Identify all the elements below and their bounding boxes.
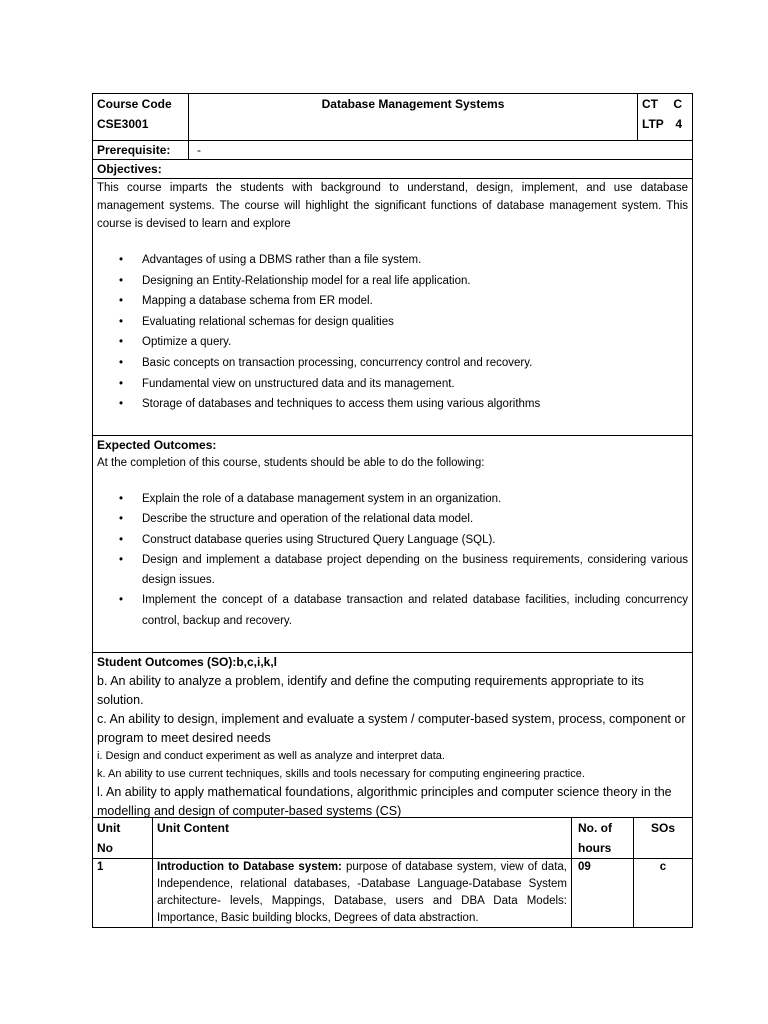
course-code-cell bbox=[93, 94, 189, 140]
unit-no: 1 bbox=[93, 859, 153, 927]
so-k: k. An ability to use current techniques, skills and tools necessary for computing engineering practice. bbox=[97, 767, 585, 780]
list-item: • Mapping a database schema from ER model. bbox=[97, 291, 688, 312]
list-item: • Design and implement a database project depending on the business requirements, considering various design issues. bbox=[97, 550, 688, 591]
prerequisite-label: Prerequisite: bbox=[93, 141, 189, 159]
list-item: • Implement the concept of a database transaction and related database facilities, including concurrency control, backup and recovery. bbox=[97, 590, 688, 631]
prerequisite-row bbox=[93, 141, 692, 160]
unit-content-text: purpose of database system, view of data, Independence, relational databases, -Database Language-Database System architecture- levels, Mappings, Database, users and DBA Data Models: Importance, Basic building blocks, Degrees of data abstraction. bbox=[157, 861, 567, 924]
expected-outcomes-intro: At the completion of this course, students should be able to do the following: bbox=[97, 457, 485, 469]
expected-outcomes-list bbox=[97, 489, 688, 631]
student-outcomes-heading: Student Outcomes (SO):b,c,i,k,l bbox=[97, 655, 278, 669]
objectives-heading: Objectives: bbox=[93, 160, 692, 179]
list-item: • Advantages of using a DBMS rather than a file system. bbox=[97, 250, 688, 271]
list-item: • Designing an Entity-Relationship model for a real life application. bbox=[97, 271, 688, 292]
sos-header: SOs bbox=[650, 821, 675, 835]
syllabus-table bbox=[92, 93, 693, 928]
course-header-row bbox=[93, 94, 692, 141]
expected-outcomes-section bbox=[93, 436, 692, 653]
unit-hours: 09 bbox=[572, 859, 634, 927]
unit-content-title: Introduction to Database system: bbox=[157, 861, 342, 873]
so-b: b. An ability to analyze a problem, identify and define the computing requirements appropriate to its solution. bbox=[97, 674, 644, 707]
ct-value: C bbox=[673, 97, 682, 111]
ltp-value: 4 bbox=[675, 117, 682, 131]
hours-header-line1: No. of bbox=[578, 821, 612, 835]
course-title: Database Management Systems bbox=[189, 94, 638, 140]
list-item: • Optimize a query. bbox=[97, 332, 688, 353]
so-l: l. An ability to apply mathematical foundations, algorithmic principles and computer science theory in the modelling and design of computer-based systems (CS) bbox=[97, 785, 672, 818]
list-item: • Explain the role of a database management system in an organization. bbox=[97, 489, 688, 509]
unit-content-header: Unit Content bbox=[153, 818, 572, 858]
so-c: c. An ability to design, implement and evaluate a system / computer-based system, process, component or program to meet desired needs bbox=[97, 712, 686, 745]
expected-outcomes-heading: Expected Outcomes: bbox=[97, 438, 217, 452]
unit-no-header bbox=[93, 818, 153, 858]
objectives-intro: This course imparts the students with background to understand, design, implement, and use database management systems. The course will highlight the significant functions of database management system. This course is devised to learn and explore bbox=[97, 182, 688, 230]
credit-cell bbox=[638, 94, 692, 140]
table-row bbox=[93, 859, 692, 927]
ct-label: CT bbox=[642, 97, 658, 111]
hours-header bbox=[572, 818, 634, 858]
prerequisite-value: - bbox=[197, 143, 201, 157]
list-item: • Basic concepts on transaction processing, concurrency control and recovery. bbox=[97, 353, 688, 374]
list-item: • Construct database queries using Structured Query Language (SQL). bbox=[97, 530, 688, 550]
unit-no-header-line1: Unit bbox=[97, 821, 121, 835]
hours-header-line2: hours bbox=[578, 841, 612, 855]
unit-content bbox=[153, 859, 572, 927]
course-code: CSE3001 bbox=[97, 117, 149, 131]
unit-sos: c bbox=[659, 861, 667, 873]
list-item: • Fundamental view on unstructured data and its management. bbox=[97, 374, 688, 395]
list-item: • Storage of databases and techniques to access them using various algorithms bbox=[97, 394, 688, 415]
unit-no-header-line2: No bbox=[97, 841, 113, 855]
ltp-label: LTP bbox=[642, 117, 664, 131]
objectives-list bbox=[97, 250, 688, 415]
course-code-label: Course Code bbox=[97, 97, 172, 111]
list-item: • Describe the structure and operation of the relational data model. bbox=[97, 509, 688, 529]
so-i: i. Design and conduct experiment as well as analyze and interpret data. bbox=[97, 750, 445, 762]
objectives-section bbox=[93, 179, 692, 436]
unit-table-header bbox=[93, 818, 692, 859]
student-outcomes-section bbox=[93, 653, 692, 818]
list-item: • Evaluating relational schemas for design qualities bbox=[97, 312, 688, 333]
